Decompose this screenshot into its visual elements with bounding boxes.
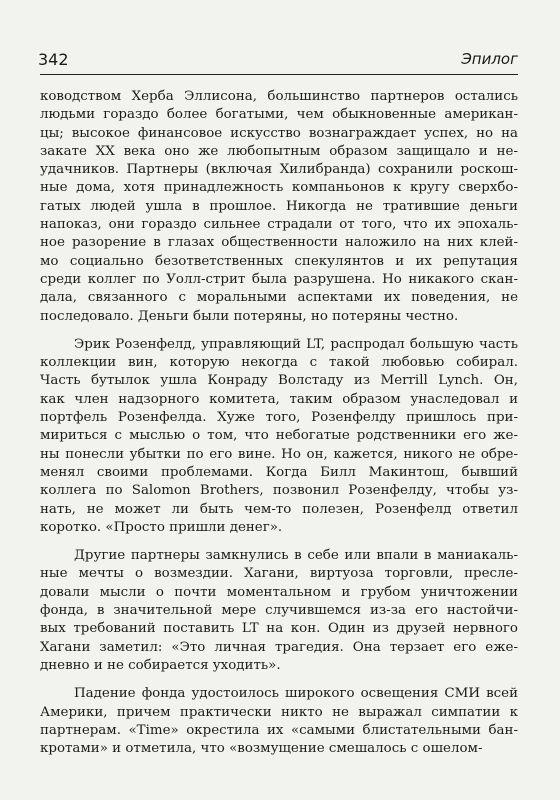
running-title: Эпилог [461,50,518,68]
text-line: фонда, в значительной мере случившемся из-за его настойчи- [40,603,518,619]
text-line: цы; высокое финансовое искусство вознаграждает успех, но на [40,125,518,141]
text-line: ное разорение в глазах общественности наложило на них клей- [40,235,518,251]
text-line: ные дома, хотя принадлежность компаньонов к кругу сверхбо- [40,180,518,196]
text-line: коллега по Salomon Brothers, позвонил Розенфелду, чтобы уз- [40,483,518,499]
text-line: вых требований поставить LT на кон. Один из друзей нервного [40,621,518,637]
paragraph [40,685,518,758]
text-line: ные мечты о возмездии. Хагани, виртуоза торговли, пресле- [40,566,518,582]
text-line: дала, связанного с моральными аспектами их поведения, не [40,290,518,306]
paragraph [40,88,518,326]
text-line: довали мысли о почти моментальном и грубом уничтожении [40,584,518,600]
text-line: дневно и не собирается уходить». [40,657,281,673]
text-line: гатых людей ушла в прошлое. Никогда не тратившие деньги [40,198,518,214]
text-line: Хагани заметил: «Это личная трагедия. Она терзает его еже- [40,639,518,655]
text-line: среди коллег по Уолл-стрит была разрушена. Но никакого скан- [40,271,518,287]
text-line: удачников. Партнеры (включая Хилибранда) сохранили роскош- [40,162,518,178]
paragraph [40,336,518,537]
text-line: ководством Херба Эллисона, большинство партнеров остались [40,89,518,104]
text-line: людьми гораздо более богатыми, чем обыкновенные американ- [40,107,518,123]
text-line: нать, не может ли быть чем-то полезен, Розенфелд ответил [40,501,518,517]
text-line: менял своими проблемами. Когда Билл Макинтош, бывший [40,464,518,480]
text-line: коротко. «Просто пришли денег». [40,519,283,535]
text-line: ны понесли убытки по его вине. Но он, кажется, никого не обре- [40,446,518,462]
text-line: Часть бутылок ушла Конраду Волстаду из Merrill Lynch. Он, [40,373,518,389]
text-line: последовало. Деньги были потеряны, но потеряны честно. [40,308,459,324]
text-line: портфель Розенфелда. Хуже того, Розенфелду пришлось при- [40,410,518,426]
text-line: коллекции вин, которую некогда с такой любовью собирал. [40,355,518,371]
page-header [38,50,518,72]
page-number: 342 [38,50,69,69]
body-text [40,88,518,758]
text-line: как член надзорного комитета, таким образом унаследовал и [40,391,518,407]
text-line: Эрик Розенфелд, управляющий LT, распродал большую часть [74,336,518,352]
paragraph [40,547,518,675]
text-line: кротами» и отметила, что «возмущение смешалось с ошелом- [40,741,483,757]
text-line: напоказ, они гораздо сильнее страдали от того, что их эпохаль- [40,217,518,233]
header-rule [40,74,518,75]
text-line: закате XX века оно же любопытным образом защищало и не- [40,143,518,159]
text-line: Другие партнеры замкнулись в себе или впали в маниакаль- [74,548,518,564]
text-line: партнерам. «Time» окрестила их «самыми блистательными бан- [40,722,518,738]
text-line: Америки, причем практически никто не выражал симпатии к [40,704,518,720]
text-line: мириться с мыслью о том, что небогатые родственники его же- [40,428,518,444]
text-line: Падение фонда удостоилось широкого освещения СМИ всей [74,686,518,702]
text-line: мо социально безответственных спекулянтов и их репутация [40,253,518,269]
